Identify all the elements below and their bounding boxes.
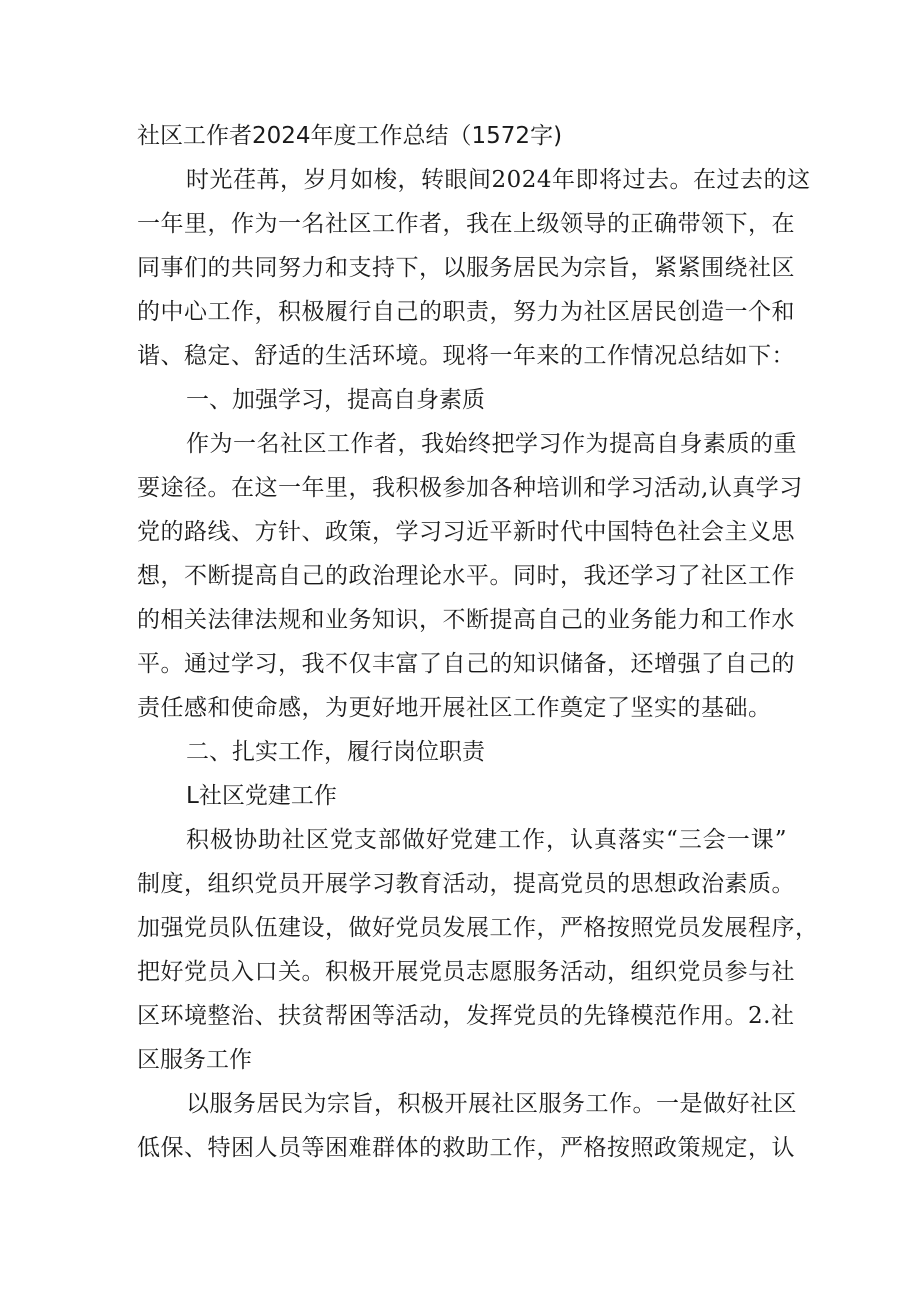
paragraph-line: 的中心工作，积极履行自己的职责，努力为社区居民创造一个和: [137, 299, 795, 325]
paragraph-line: 作为一名社区工作者，我始终把学习作为提高自身素质的重: [186, 431, 797, 457]
paragraph-line: 积极协助社区党支部做好党建工作，认真落实“三会一课”: [186, 827, 787, 853]
paragraph-line: 谐、稳定、舒适的生活环境。现将一年来的工作情况总结如下：: [137, 343, 795, 369]
paragraph-line: 平。通过学习，我不仅丰富了自己的知识储备，还增强了自己的: [137, 651, 795, 677]
section-heading: 二、扎实工作，履行岗位职责: [186, 739, 485, 765]
paragraph-line: 责任感和使命感，为更好地开展社区工作奠定了坚实的基础。: [137, 695, 772, 721]
document-title: 社区工作者2024年度工作总结（1572字): [137, 123, 563, 149]
paragraph-line: 低保、特困人员等困难群体的救助工作，严格按照政策规定，认: [137, 1135, 795, 1161]
paragraph-line: 区环境整治、扶贫帮困等活动，发挥党员的先锋模范作用。2.社: [137, 1003, 795, 1029]
section-heading: 一、加强学习，提高自身素质: [186, 387, 485, 413]
paragraph-line: 以服务居民为宗旨，积极开展社区服务工作。一是做好社区: [186, 1091, 797, 1117]
paragraph-line: 加强党员队伍建设，做好党员发展工作，严格按照党员发展程序，: [137, 915, 819, 941]
paragraph-line: 的相关法律法规和业务知识，不断提高自己的业务能力和工作水: [137, 607, 795, 633]
paragraph-line: 同事们的共同努力和支持下，以服务居民为宗旨，紧紧围绕社区: [137, 255, 795, 281]
subsection-heading: 区服务工作: [137, 1047, 252, 1073]
paragraph-line: 时光荏苒，岁月如梭，转眼间2024年即将过去。在过去的这: [186, 167, 811, 193]
subsection-heading: L社区党建工作: [186, 783, 337, 809]
paragraph-line: 把好党员入口关。积极开展党员志愿服务活动，组织党员参与社: [137, 959, 795, 985]
paragraph-line: 一年里，作为一名社区工作者，我在上级领导的正确带领下，在: [137, 211, 795, 237]
paragraph-line: 想，不断提高自己的政治理论水平。同时，我还学习了社区工作: [137, 563, 795, 589]
paragraph-line: 党的路线、方针、政策，学习习近平新时代中国特色社会主义思: [137, 519, 795, 545]
paragraph-line: 要途径。在这一年里，我积极参加各种培训和学习活动,认真学习: [137, 475, 803, 501]
paragraph-line: 制度，组织党员开展学习教育活动，提高党员的思想政治素质。: [137, 871, 795, 897]
